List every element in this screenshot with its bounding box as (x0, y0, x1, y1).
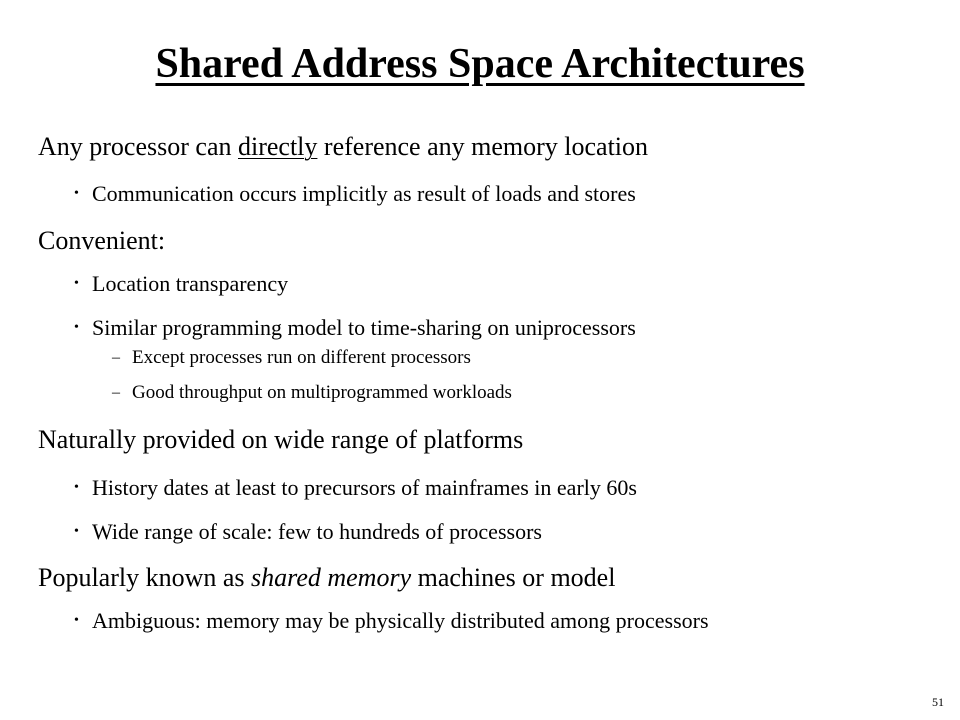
dash-icon: – (112, 384, 120, 401)
dash-icon: – (112, 349, 120, 366)
subpoint-location-transparency: Location transparency (92, 271, 289, 296)
subpoint-programming-model: Similar programming model to time-sharing on uniprocessors (92, 315, 636, 340)
subpoint-implicit-communication: Communication occurs implicitly as result of loads and stores (92, 181, 636, 206)
subpoint-ambiguous: Ambiguous: memory may be physically distributed among processors (92, 608, 709, 633)
point-convenient: Convenient: (38, 226, 166, 255)
bullet-icon: • (74, 276, 79, 291)
slide-title: Shared Address Space Architectures (155, 41, 805, 87)
bullet-icon: • (74, 320, 79, 335)
bullet-icon: • (74, 186, 79, 201)
page-number: 51 (932, 695, 944, 709)
emphasis-directly: directly (238, 132, 318, 161)
bullet-icon: • (74, 524, 79, 539)
bullet-icon: • (74, 480, 79, 495)
point-popularly-known (38, 563, 615, 593)
point-naturally-provided: Naturally provided on wide range of platforms (38, 425, 524, 454)
subsubpoint-good-throughput: Good throughput on multiprogrammed workloads (132, 382, 512, 403)
bullet-icon: • (74, 613, 79, 628)
point-direct-reference (38, 132, 648, 162)
subpoint-range-of-scale: Wide range of scale: few to hundreds of processors (92, 519, 542, 544)
point-text-part: reference any memory location (317, 132, 649, 161)
subsubpoint-different-processors: Except processes run on different processors (132, 347, 471, 368)
point-text-part: Any processor can (38, 132, 238, 161)
point-text-part: Popularly known as (38, 563, 252, 592)
point-text-part: machines or model (411, 563, 616, 592)
emphasis-shared-memory: shared memory (251, 563, 412, 592)
subpoint-history: History dates at least to precursors of mainframes in early 60s (92, 475, 637, 500)
